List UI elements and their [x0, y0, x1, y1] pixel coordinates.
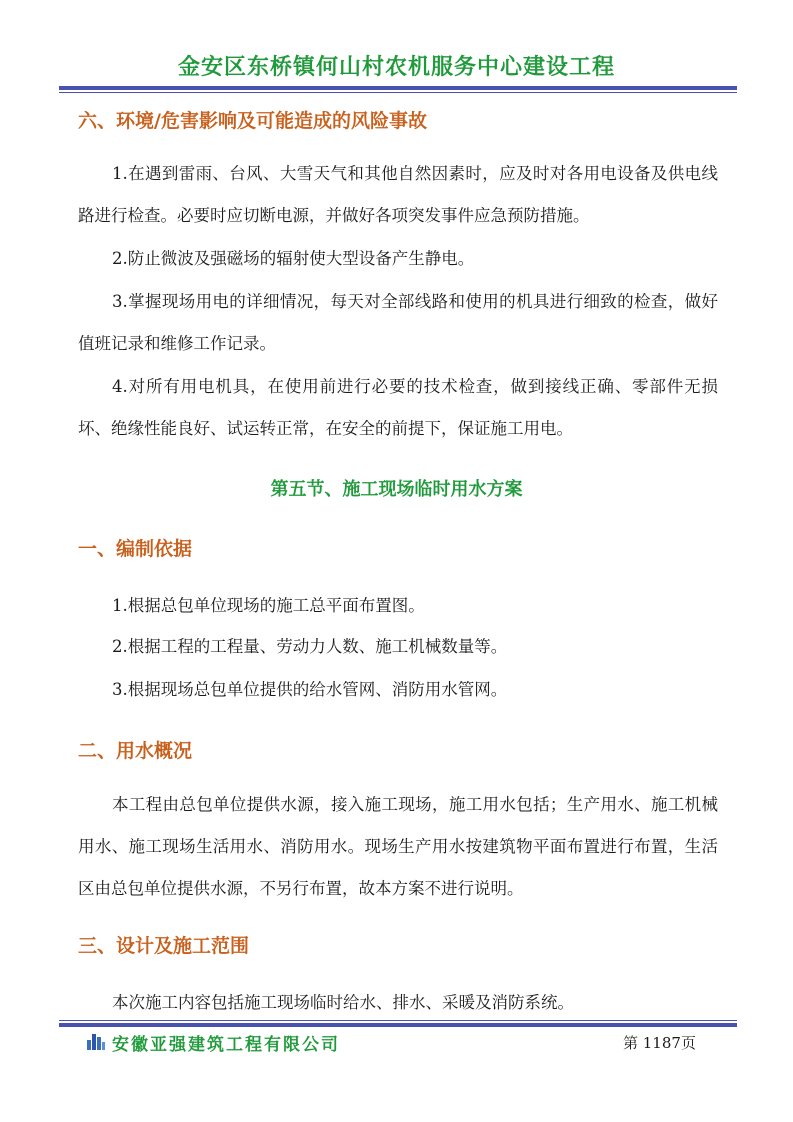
header-rule-thin [59, 92, 737, 93]
basis-item-2: 2.根据工程的工程量、劳动力人数、施工机械数量等。 [112, 637, 508, 656]
risk-item-4: 4.对所有用电机具，在使用前进行必要的技术检查，做到接线正确、零部件无损坏、绝缘性能良好、试运转正常，在安全的前提下，保证施工用电。 [78, 377, 718, 438]
risk-item-3: 3.掌握现场用电的详细情况，每天对全部线路和使用的机具进行细致的检查，做好值班记录和维修工作记录。 [78, 292, 718, 353]
company-name: 安徽亚强建筑工程有限公司 [112, 1035, 340, 1055]
overview-text: 本工程由总包单位提供水源，接入施工现场，施工用水包括；生产用水、施工机械用水、施工现场生活用水、消防用水。现场生产用水按建筑物平面布置进行布置，生活区由总包单位提供水源，不另行布置，故本方案不进行说明。 [78, 795, 718, 898]
footer-company [86, 1030, 340, 1055]
basis-item-3: 3.根据现场总包单位提供的给水管网、消防用水管网。 [112, 680, 508, 699]
basis-item-1: 1.根据总包单位现场的施工总平面布置图。 [112, 596, 425, 615]
section-title: 第五节、施工现场临时用水方案 [270, 479, 523, 500]
basis-heading: 一、编制依据 [78, 538, 193, 560]
footer-rule-thick [59, 1023, 737, 1027]
overview-heading: 二、用水概况 [78, 740, 193, 762]
risk-item-1: 1.在遇到雷雨、台风、大雪天气和其他自然因素时，应及时对各用电设备及供电线路进行检查。必要时应切断电源，并做好各项突发事件应急预防措施。 [78, 164, 718, 225]
risk-heading: 六、环境/危害影响及可能造成的风险事故 [78, 110, 427, 132]
scope-text: 本次施工内容包括施工现场临时给水、排水、采暖及消防系统。 [112, 993, 574, 1012]
document-title: 金安区东桥镇何山村农机服务中心建设工程 [177, 55, 615, 80]
footer-rule-thin [59, 1020, 737, 1021]
building-logo-icon [86, 1031, 106, 1055]
page-number: 第 1187页 [623, 1034, 696, 1052]
risk-item-2: 2.防止微波及强磁场的辐射使大型设备产生静电。 [112, 249, 475, 268]
scope-heading: 三、设计及施工范围 [78, 935, 250, 957]
header-rule-thick [59, 86, 737, 90]
